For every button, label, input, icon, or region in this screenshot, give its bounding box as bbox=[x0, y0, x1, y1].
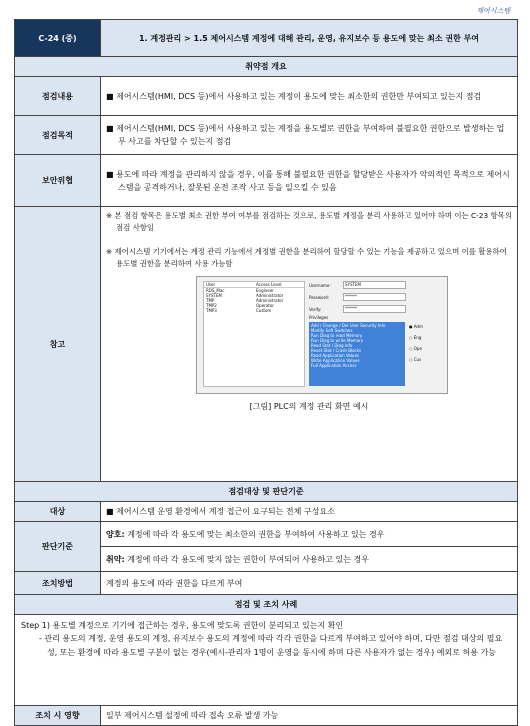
action-text: 계정의 용도에 따라 권한을 다르게 부여 bbox=[101, 572, 518, 595]
reference-note: ※ 제어시스템 기기에서는 계정 관리 기능에서 계정별 권한을 분리하여 할당할 수 있는 기능을 제공하고 있으며 이를 활용하여 용도별 권한을 분리하여 사용 가능함 bbox=[106, 247, 507, 268]
overview-heading: 취약점 개요 bbox=[15, 57, 518, 77]
radio-label: Adm bbox=[413, 324, 423, 329]
impact-row bbox=[15, 706, 518, 726]
overview-row bbox=[15, 77, 518, 116]
overview-row bbox=[15, 155, 518, 207]
access-level-radios bbox=[409, 324, 443, 368]
verify-label: Verify: bbox=[309, 306, 322, 312]
user-row bbox=[204, 308, 304, 313]
user-level: Administrator bbox=[256, 298, 284, 303]
user-column-header: User bbox=[206, 282, 216, 287]
user-name: TMP3 bbox=[206, 308, 217, 313]
user-list bbox=[203, 281, 305, 387]
row-label: 점검내용 bbox=[15, 77, 101, 116]
target-row bbox=[15, 502, 518, 522]
radio-option: ○ Cus bbox=[409, 357, 422, 362]
bad-text: 계정에 따라 각 용도에 맞지 않는 권한이 부여되어 사용하고 있는 경우 bbox=[124, 554, 370, 564]
cases-row bbox=[15, 615, 518, 706]
good-text: 계정에 따라 각 용도에 맞는 최소한의 권한을 부여하여 사용하고 있는 경우 bbox=[124, 529, 385, 539]
user-name: TMP2 bbox=[206, 303, 217, 308]
password-label: Password: bbox=[309, 294, 330, 300]
reference-note: ※ 본 점검 항목은 용도별 최소 권한 부여 여부를 점검하는 것으로, 용도별 계정을 분리 사용하고 있어야 하며 이는 C-23 항목의 점검 사항임 bbox=[106, 211, 512, 232]
user-level: Custom bbox=[256, 308, 272, 313]
password-field: ****** bbox=[343, 293, 406, 301]
item-title: 1. 계정관리 > 1.5 제어시스템 계정에 대해 관리, 운영, 유지보수 등 용도에 맞는 최소 권한 부여 bbox=[101, 20, 518, 57]
cases-heading: 점검 및 조치 사례 bbox=[15, 595, 518, 615]
step-text: Step 1) 용도별 계정으로 기기에 접근하는 경우, 용도에 맞도록 권한이 분리되고 있는지 확인 bbox=[21, 621, 344, 630]
privilege-item: Reset Stat / Crash Blocks bbox=[311, 348, 362, 353]
privilege-item: Read Stat / Diag Info bbox=[311, 343, 353, 348]
bullet-text: ■ 용도에 따라 계정을 관리하지 않을 경우, 이를 통해 불필요한 권한을 할당받은 사용자가 악의적인 목적으로 제어시스템을 공격하거나, 잘못된 운전 조작 사고 등을 일으킬 수 있음 bbox=[106, 169, 510, 192]
reference-row bbox=[15, 207, 518, 482]
privilege-item: Run Diag to write Memory bbox=[311, 338, 364, 343]
bad-criterion bbox=[101, 547, 518, 572]
action-label: 조치방법 bbox=[15, 572, 101, 595]
radio-option: ○ Eng bbox=[409, 335, 422, 340]
user-level: Operator bbox=[256, 303, 274, 308]
row-text bbox=[101, 116, 518, 155]
username-field: SYSTEM bbox=[343, 281, 406, 289]
privilege-item: Modify Soft Switches bbox=[311, 328, 353, 333]
username-label: Username: bbox=[309, 282, 331, 288]
action-row bbox=[15, 572, 518, 595]
judge-label: 판단기준 bbox=[15, 522, 101, 572]
bullet-text: ■ 제어시스템(HMI, DCS 등)에서 사용하고 있는 계정을 용도별로 권한을 부여하여 불필요한 권한으로 발생하는 업무 사고를 차단할 수 있는지 점검 bbox=[106, 124, 505, 146]
account-form bbox=[309, 281, 441, 317]
user-name: TMP bbox=[206, 298, 215, 303]
bullet-text: ■ 제어시스템(HMI, DCS 등)에서 사용하고 있는 계정이 용도에 맞는 최소한의 권한만 부여되고 있는지 점검 bbox=[106, 91, 482, 101]
impact-text: 일부 제어시스템 설정에 따라 접속 오류 발생 가능 bbox=[101, 706, 518, 726]
category-label: 제어시스템 bbox=[476, 7, 510, 15]
row-text bbox=[101, 77, 518, 116]
impact-label: 조치 시 영향 bbox=[15, 706, 101, 726]
radio-option: ● Adm bbox=[409, 324, 423, 329]
privilege-item: Full Application Access bbox=[311, 363, 357, 368]
overview-row bbox=[15, 116, 518, 155]
reference-body bbox=[101, 207, 518, 482]
radio-label: Ope bbox=[413, 346, 422, 351]
step-sub-text: - 관리 용도의 계정, 운영 용도의 계정, 유지보수 용도의 계정에 따라 각각 권한을 다르게 부여하고 있어야 하며, 다만 점검 대상의 필요성, 또는 환경에 따라 용도별 구분이 없는 경우(예시-관리자 1명이 운영을 동시에 하며 다른 사용자가 없는 경우) 예외로 허용 가능 bbox=[39, 634, 503, 657]
item-id: C-24 (중) bbox=[15, 20, 101, 57]
inspection-sheet bbox=[14, 19, 518, 726]
privilege-item: Run Diag to read Memory bbox=[311, 333, 363, 338]
privilege-item: Add / Change / Del User Security Info bbox=[311, 323, 386, 328]
title-row bbox=[15, 20, 518, 57]
judge-row-good bbox=[15, 522, 518, 547]
radio-label: Cus bbox=[413, 357, 422, 362]
user-level: Administrator bbox=[256, 293, 284, 298]
radio-label: Eng bbox=[413, 335, 422, 340]
target-text: ■ 제어시스템 운영 환경에서 계정 접근이 요구되는 전체 구성요소 bbox=[101, 502, 518, 522]
privileges-list bbox=[309, 322, 405, 386]
good-tag: 양호: bbox=[106, 529, 125, 539]
plc-account-screenshot bbox=[196, 276, 448, 394]
target-label: 대상 bbox=[15, 502, 101, 522]
bad-tag: 취약: bbox=[106, 554, 125, 564]
row-label: 점검목적 bbox=[15, 116, 101, 155]
level-column-header: Access Level bbox=[256, 282, 282, 287]
radio-option: ○ Ope bbox=[409, 346, 422, 351]
privilege-item: Write Application Values bbox=[311, 358, 360, 363]
row-label: 보안위협 bbox=[15, 155, 101, 207]
user-name: RDS_Mac bbox=[206, 288, 225, 293]
cases-body bbox=[15, 615, 518, 706]
privilege-item: Read Application Values bbox=[311, 353, 360, 358]
reference-label: 참고 bbox=[15, 207, 101, 482]
user-level: Engineer bbox=[256, 288, 274, 293]
criteria-heading: 점검대상 및 판단기준 bbox=[15, 482, 518, 502]
good-criterion bbox=[101, 522, 518, 547]
row-text bbox=[101, 155, 518, 207]
figure-caption: [그림] PLC의 계정 관리 화면 예시 bbox=[249, 402, 369, 411]
verify-field: ****** bbox=[343, 305, 406, 313]
privileges-label: Privileges bbox=[309, 315, 329, 320]
user-name: SYSTEM bbox=[206, 293, 222, 298]
